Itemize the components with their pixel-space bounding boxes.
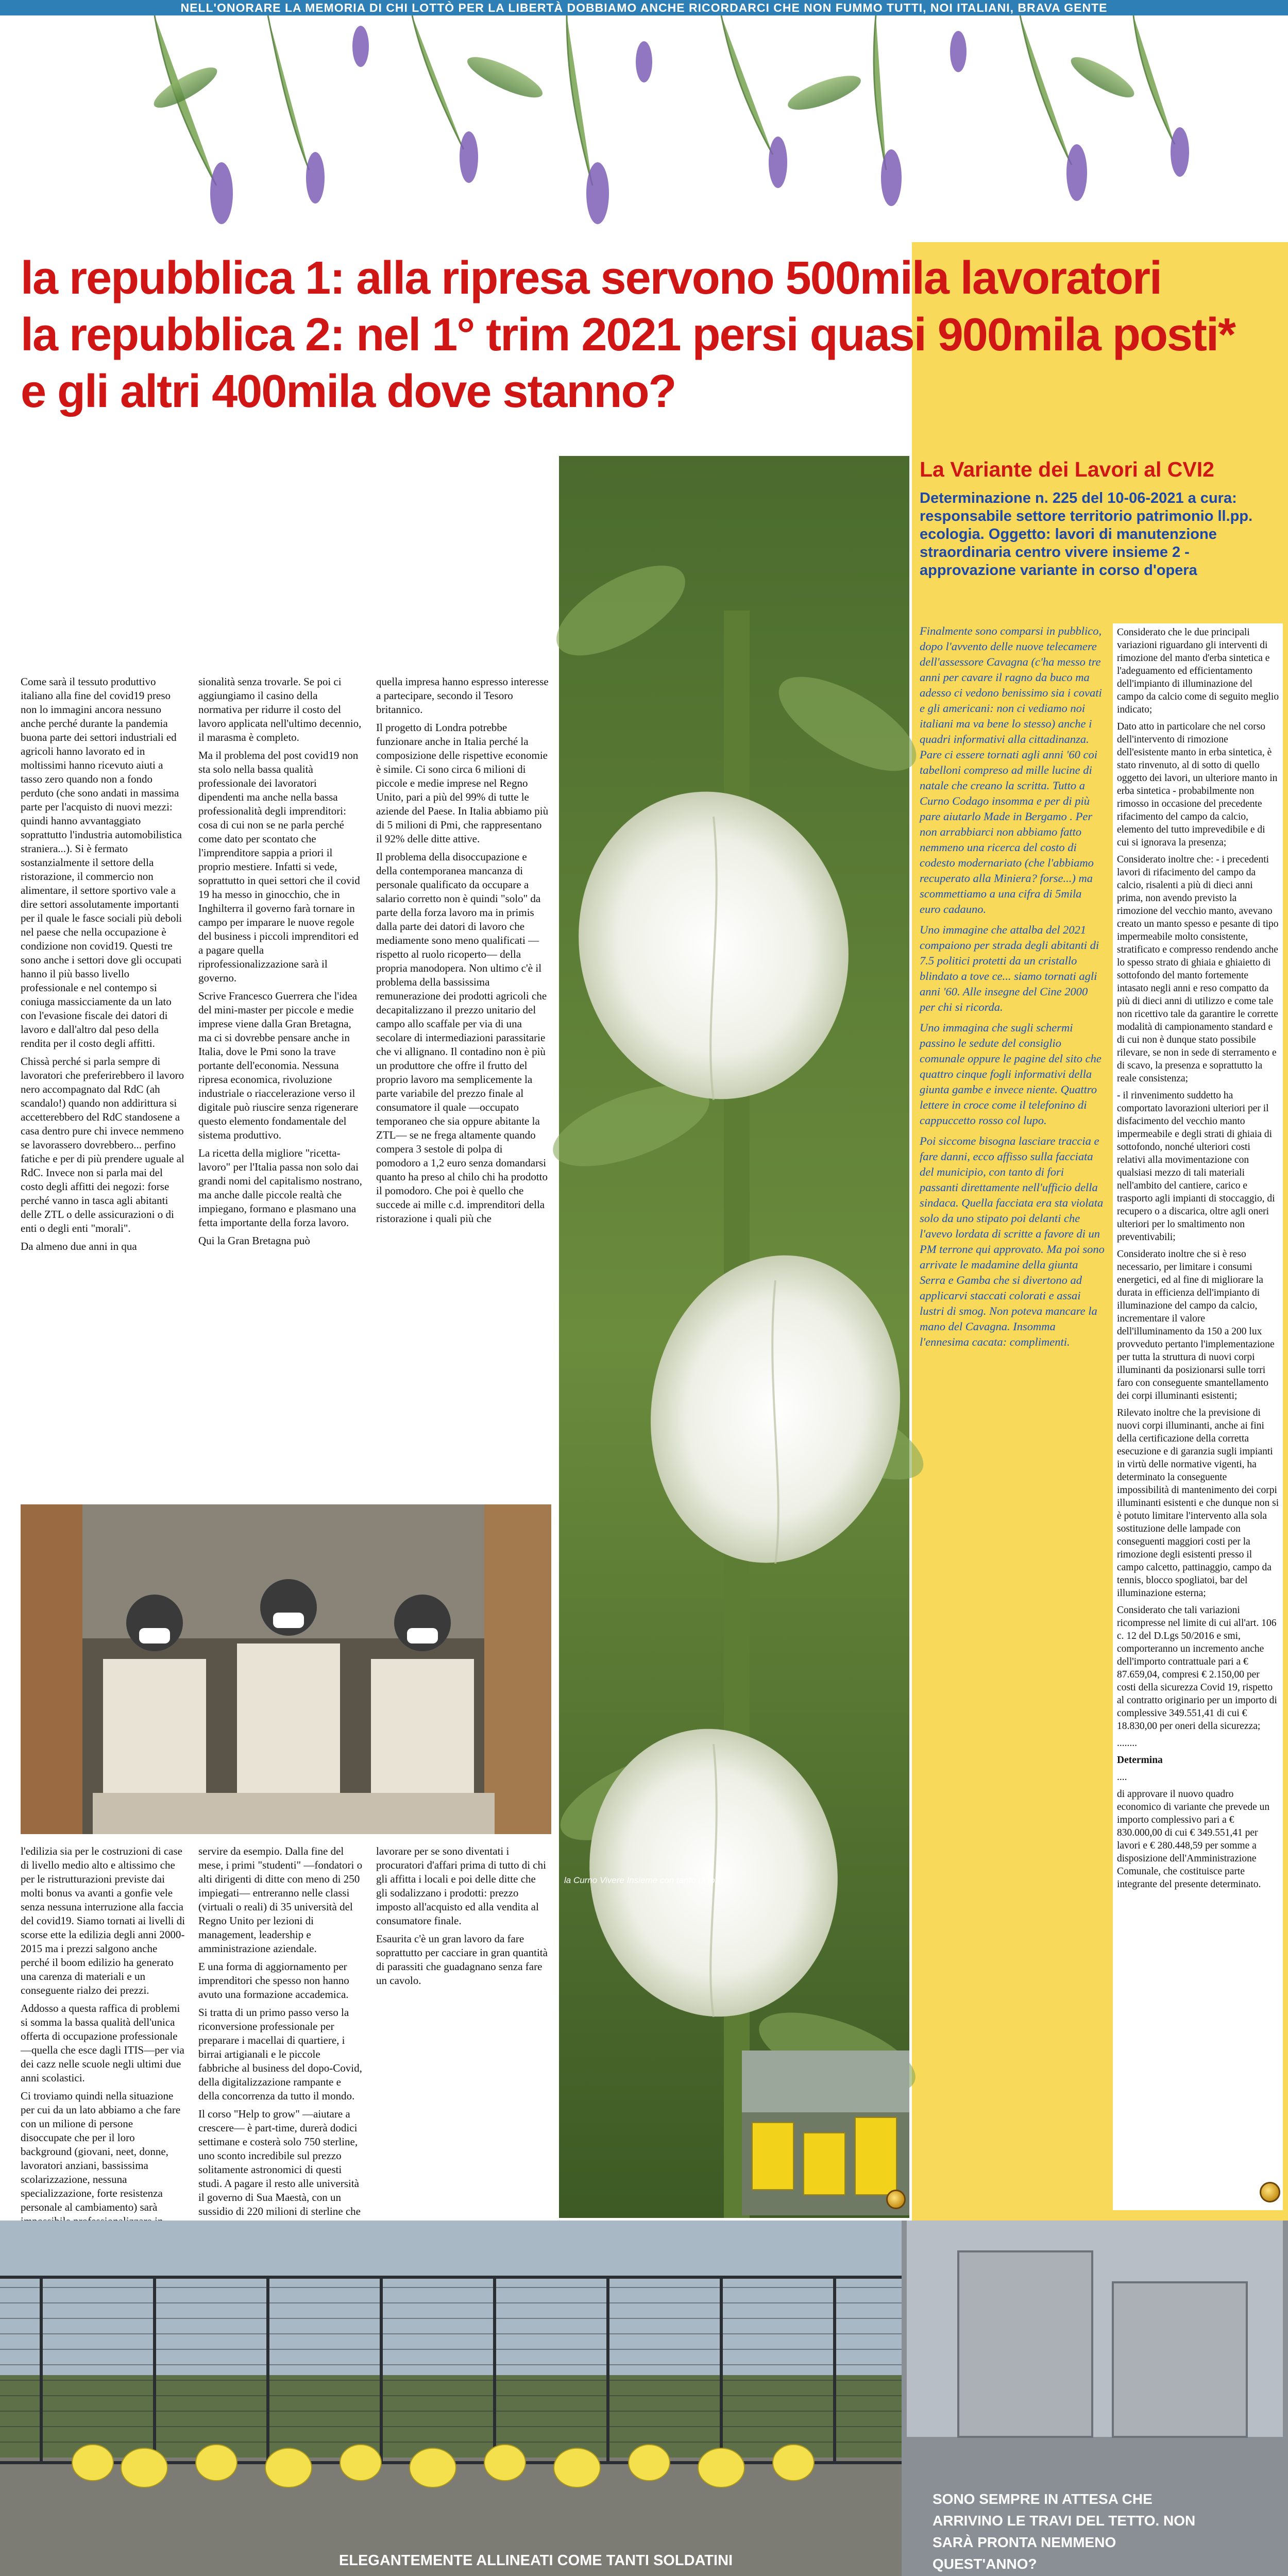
fence-caption: ELEGANTEMENTE ALLINEATI COME TANTI SOLDATINI bbox=[338, 2552, 733, 2569]
determination-paragraph: Dato atto in particolare che nel corso dell'intervento di rimozione dell'esistente manto in erba sintetica, è stato rinvenuto, al di sotto di quello oggetto dei lavori, un ulteriore manto in erba sintetica - probabilmente non rimosso in occasione del precedente rifacimento del campo da calcio, elemento del tutto imprevedibile e di cui si ignorava la presenza; bbox=[1117, 721, 1278, 848]
article-paragraph: Ma il problema del post covid19 non sta solo nella bassa qualità professionale dei lavoratori dipendenti ma anche nella bassa professionalità degli imprenditori: cosa di cui non se ne parla perché come dato per scontato che l'imprenditore sappia a priori il proprio mestiere. Infatti si vede, soprattutto in quei settori che il covid 19 ha messo in ginocchio, che in Inghilterra il governo farà tornare in campo per imparare le nuove regole del business i piccoli imprenditori ed a pagare quella riprofessionalizzazione sarà il governo. bbox=[198, 749, 360, 984]
building-yellow-panels-image bbox=[742, 2050, 909, 2215]
determination-paragraph: Considerato che le due principali variazioni riguardano gli interventi di rimozione del manto d'erba sintetica e l'adeguamento ed efficientamento dell'impianto di illuminazione del campo da calcio come di seguito meglio indicato; bbox=[1117, 627, 1279, 715]
article-column-1 bbox=[21, 675, 185, 1499]
article-paragraph: Da almeno due anni in qua bbox=[21, 1240, 137, 1252]
photo-caption: la Curno Vivere Insieme con tanto di fori bbox=[564, 1875, 720, 1885]
article-column-2 bbox=[198, 675, 363, 1499]
comment-paragraph: Uno immagina che sugli schermi passino le sedute del consiglio comunale oppure le pagine del sito che quattro cinque fogli informativi della giunta gambe e invece niente. Quattro lettere in croce come il telefonino di cappuccetto rosso col lupo. bbox=[920, 1021, 1101, 1127]
determination-heading: Determina bbox=[1117, 1755, 1163, 1766]
sidebar-right-column bbox=[1117, 626, 1279, 2172]
article-paragraph: Il progetto di Londra potrebbe funzionare anche in Italia perché la composizione delle rispettive economie è simile. Ci sono circa 6 milioni di piccole e medie imprese nel Regno Unito, pari a più del 99% di tutte le aziende del Paese. In Italia abbiamo più di 5 milioni di Pmi, che rappresentano il 92% delle ditte attive. bbox=[376, 721, 549, 845]
article-paragraph: Ci troviamo quindi nella situazione per cui da un lato abbiamo a che fare con un milione di persone disoccupate che per il loro background (giovani, neet, donne, lavoratori anziani, bassissima scolarizzazione, nessuna specializzazione, forte resistenza personale al cambiamento) sarà bbox=[21, 2090, 181, 2213]
determination-paragraph: - il rinvenimento suddetto ha comportato lavorazioni ulteriori per il disfacimento del vecchio manto impermeabile e degli strati di ghiaia di sottofondo, nonché ulteriori costi relativi alla movimentazione con qualsiasi mezzo di tali materiali nell'ambito del cantiere, carico e trasporto agli impianti di stoccaggio, di recupero o a discarica, oltre agli oneri ulteriori per lo smaltimento non preventivabili; bbox=[1117, 1090, 1275, 1243]
article-paragraph: sionalità senza trovarle. Se poi ci aggiungiamo il casino della normativa per ridurre il costo del lavoro applicata nell'ultimo decennio, il marasma è completo. bbox=[198, 675, 362, 743]
article-paragraph: lavorare per se sono diventati i procuratori d'affari prima di tutto di chi gli affitta i locali e poi delle ditte che gli sodalizzano i prodotti: prezzo imposto all'acquisto ed alla vendita al consumatore finale. bbox=[376, 1845, 546, 1927]
determination-paragraph: .... bbox=[1117, 1772, 1127, 1783]
article-paragraph: La ricetta della migliore "ricetta-lavoro" per l'Italia passa non solo dai grandi nomi del capitalismo nostrano, ma anche dalle piccole realtà che impiegano, formano e plasmano una fetta importante della forza lavoro. bbox=[198, 1147, 362, 1229]
headline-line-2: la repubblica 2: nel 1° trim 2021 persi quasi 900mila posti* bbox=[21, 309, 1235, 361]
article-paragraph: Esaurita c'è un gran lavoro da fare soprattutto per cacciare in gran quantità di parassiti che guadagnano senza fare un cavolo. bbox=[376, 1933, 548, 1987]
sidebar-comment bbox=[920, 623, 1105, 2200]
lavender-flowers-image bbox=[0, 15, 1288, 232]
article-column-6 bbox=[376, 1844, 549, 2215]
people-photo bbox=[21, 1504, 551, 1834]
determination-paragraph: Considerato che tali variazioni ricompresse nel limite di cui all'art. 106 c. 12 del D.Lgs 50/2016 e smi, comporteranno un incremento anche dell'importo contrattuale pari a € 87.659,04, compresi € 2.150,00 per costi della sicurezza Covid 19, rispetto al contratto originario per un importo di complessive 349.551,41 di cui € 18.830,00 per oneri della sicurezza; bbox=[1117, 1605, 1277, 1732]
article-column-5 bbox=[198, 1844, 363, 2215]
seal-icon bbox=[886, 2190, 906, 2209]
seal-icon bbox=[1260, 2182, 1280, 2202]
comment-paragraph: Finalmente sono comparsi in pubblico, dopo l'avvento delle nuove telecamere dell'assessore Cavagna (c'ha messo tre anni per cavare il ragno da buco ma adesso ci vedono benissimo sia i covati e gli americani: non ci vediamo noi italiani ma va bene lo stesso) anche i quadri informativi alla cittadinanza. Pare ci essere tornati agli anni '60 coi tabelloni compreso ad mille lucine di natale che creano la scritta. Tutto a Curno Codago insomma e per di più pare aiutarlo Made in Bergamo . Per non arrabbiarci non abbiamo fatto nemmeno una ricerca del costo di codesto modernariato (che l'abbiamo recuperato alla Miniera? forse...) ma scommettiamo a una cifra di 5mila euro cadauno. bbox=[920, 624, 1102, 916]
determination-paragraph: Considerato inoltre che: - i precedenti lavori di rifacimento del campo da calcio, risalenti a più di dieci anni prima, non avendo previsto la rimozione del vecchio manto, avevano creato un manto spesso e pesante di tipo impermeabile molto consistente, stratificato e compresso rendendo anche lo spesso strato di ghiaia e ghiaietto di sottofondo del manto fortemente intasato negli anni e reso compatto da più di dieci anni di utilizzo e come tale non ricettivo tale da garantire le corrette modalità di campionamento standard e di cui non è dunque stato possibile rilevare, se non in sede di sterramento e di scavo, la presenza e soprattutto la reale consistenza; bbox=[1117, 854, 1279, 1084]
main-headline bbox=[21, 250, 1278, 456]
article-paragraph: Chissà perché si parla sempre di lavoratori che preferirebbero il lavoro nero accompagnato dal RdC (ah scandalo!) quando non addirittura si accetterebbero del RdC standosene a casa dentro pure chi invece nemmeno se lavorassero dovrebbero... perfino fatiche e per di più prendere uguale al RdC. Invece non si parla mai del costo degli affitti dei negozi: forse perché vanno in tasca agli abitanti delle ZTL o delle assicurazioni o di enti o degli enti "morali". bbox=[21, 1055, 184, 1234]
article-column-3 bbox=[376, 675, 549, 1499]
comment-paragraph: Uno immagine che attalba del 2021 compaiono per strada degli abitanti di 7.5 politici protetti da un cristallo blindato a tove ce... siamo tornati agli anni '60. Alle insegne del Cine 2000 per chi si ricorda. bbox=[920, 923, 1099, 1013]
article-column-4 bbox=[21, 1844, 185, 2215]
plant-photo bbox=[559, 456, 909, 2218]
building-caption: SONO SEMPRE IN ATTESA CHE ARRIVINO LE TRAVI DEL TETTO. NON SARÀ PRONTA NEMMENO QUEST'ANNO? bbox=[933, 2491, 1196, 2572]
article-paragraph: l'edilizia sia per le costruzioni di case di livello medio alto e altissimo che per le ristrutturazioni previste dai molti bonus va avanti a gonfie vele senza nessuna interruzione alla faccia del covid19. Siamo tornati ai livelli di scorse ette la edilizia degli anni 2000-2015 ma i prezzi salgono anche perché il boom edilizio ha generato una carenza di materiali e un conseguente rialzo dei prezzi. bbox=[21, 1845, 185, 1996]
article-paragraph: Qui la Gran Bretagna può bbox=[198, 1234, 310, 1247]
article-paragraph: Come sarà il tessuto produttivo italiano alla fine del covid19 preso non lo immagini ancora nessuno anche perché durante la pandemia buona parte dei settori industriali ed agricoli hanno lavorato ed in moltissimi hanno ricevuto aiuti a tasso zero quando non a fondo perduto (che sono andati in massima parte per l'acquisto di nuovi mezzi: quindi hanno avvantaggiato soprattutto l'industria automobilistica straniera...). Si è fermato sostanzialmente il settore della ristorazione, il commercio non alimentare, il settore sportivo vale a dire settori assolutamente importanti per il quale le fasce sociali più deboli nel paese che nella occupazione è condizione non covid19. Questi tre sono anche i settori dove gli occupati hanno il più basso livello professionale e nel contempo si coniuga massicciamente da un lato con l'evasione fiscale dei datori di lavoro e dall'altro dal peso della rendita per il costo degli affitti. bbox=[21, 675, 182, 1049]
headline-line-1: la repubblica 1: alla ripresa servono 500mila lavoratori bbox=[21, 252, 1162, 304]
sidebar-title: La Variante dei Lavori al CVI2 bbox=[920, 457, 1214, 481]
determination-paragraph: ........ bbox=[1117, 1738, 1137, 1749]
determination-paragraph: Considerato inoltre che si è reso necessario, per limitare i consumi energetici, ed al fine di migliorare la durata in efficienza dell'impianto di illuminazione del campo da calcio, incrementare il valore dell'illuminamento da 150 a 200 lux provveduto pertanto l'implementazione per tutta la struttura di nuovi corpi illuminanti da posizionarsi sulle torri faro con conseguente smantellamento dei corpi illuminanti esistenti; bbox=[1117, 1249, 1275, 1401]
headline-line-3: e gli altri 400mila dove stanno? bbox=[21, 366, 676, 417]
article-paragraph: Il problema della disoccupazione e della contemporanea mancanza di personale qualificato da occupare a salario corretto non è quindi "solo" da parte della forza lavoro ma in primis dalla parte dei datori di lavoro che mediamente sono meno qualificati —rispetto al ruolo ricoperto— della propria manodopera. Non ultimo c'è il problema della bassissima remunerazione dei prodotti agricoli che decapitalizzano il prezzo unitario del campo allo scaffale per via di una secolare di intermediazioni parassitarie che vi allignano. Il contadino non è più un produttore che offre il frutto del proprio lavoro ma semplicemente la parte variabile del prezzo finale al consumatore il quale —occupato temporaneo che sia oppure abitante la ZTL— se ne frega altamente quando compera 3 sestole di polpa di pomodoro a 1,2 euro senza domandarsi quanto ha preso al chilo chi ha prodotto il pomodoro. Che poi è quello che succede ai mille c.d. imprenditori della ristorazione i quali più che bbox=[376, 851, 548, 1225]
article-paragraph: quella impresa hanno espresso interesse a partecipare, secondo il Tesoro britannico. bbox=[376, 675, 549, 716]
determination-paragraph: Rilevato inoltre che la previsione di nuovi corpi illuminanti, anche ai fini della certificazione della corretta esecuzione e di garanzia sugli impianti in virtù delle normative vigenti, ha determinato la conseguente impossibilità di mantenimento dei corpi illuminanti esistenti e che dunque non si è potuto limitare l'intervento alla sola sostituzione delle lampade con conseguenti maggiori costi per la rimozione degli esistenti presso il campo calcetto, pattinaggio, campo da tennis, blocco spogliatoi, bar del illuminazione esterna; bbox=[1117, 1408, 1279, 1599]
article-paragraph: Si tratta di un primo passo verso la riconversione professionale per preparare i macellai di quartiere, i birrai artigianali e le piccole fabbriche al business del dopo-Covid, della digitalizzazione rampante e della concorrenza da tutto il mondo. bbox=[198, 2006, 362, 2102]
banner-text: NELL'ONORARE LA MEMORIA DI CHI LOTTÒ PER LA LIBERTÀ DOBBIAMO ANCHE RICORDARCI CHE NON FUMMO TUTTI, NOI ITALIANI, BRAVA GENTE bbox=[180, 1, 1108, 14]
article-paragraph: servire da esempio. Dalla fine del mese, i primi "studenti" —fondatori o alti dirigenti di ditte con meno di 250 impiegati— entreranno nelle classi (virtuali o reali) di 35 università del Regno Unito per lezioni di management, leadership e amministrazione aziendale. bbox=[198, 1845, 363, 1955]
article-paragraph: E una forma di aggiornamento per imprenditori che spesso non hanno avuto una formazione accademica. bbox=[198, 1960, 349, 2001]
article-paragraph: Scrive Francesco Guerrera che l'idea del mini-master per piccole e medie imprese viene dalla Gran Bretagna, ma ci si dovrebbe pensare anche in Italia, dove le Pmi sono la trave portante dell'economia. Nessuna ripresa economica, rivoluzione industriale o riaccelerazione verso il digitale può riuscire senza rigenerare questo elemento fondamentale del sistema produttivo. bbox=[198, 990, 359, 1141]
article-paragraph: Il corso "Help to grow" —aiutare a crescere— è part-time, durerà dodici settimane e costerà solo 750 sterline, uno sconto incredibile sul prezzo solitamente astronomici di questi studi. A pagare il resto alle università il governo di Sua Maestà, con un sussidio di 220 milioni di sterline che bbox=[198, 2108, 361, 2217]
determination-paragraph: di approvare il nuovo quadro economico di variante che prevede un importo complessivo pari a € 830.000,00 di cui € 349.551,41 per lavori e € 280.448,59 per somme a disposizione dell'Amministrazione Comunale, che costituisce parte integrante del presente determinato. bbox=[1117, 1789, 1270, 1890]
article-paragraph: Addosso a questa raffica di problemi si somma la bassa qualità dell'unica offerta di occupazione professionale —quella che esce dagli ITIS—per via dei cazz nelle scuole negli ultimi due anni scolastici. bbox=[21, 2002, 184, 2084]
sidebar-subtitle: Determinazione n. 225 del 10-06-2021 a cura: responsabile settore territorio patrimonio ll.pp. ecologia. Oggetto: lavori di manutenzione straordinaria centro vivere insieme 2 - approvazione variante in corso d'opera bbox=[920, 490, 1253, 579]
comment-paragraph: Poi siccome bisogna lasciare traccia e fare danni, ecco affisso sulla facciata del municipio, con tanto di fori passanti direttamente nell'ufficio della sindaca. Quella facciata era sta violata solo da uno stipato poi delanti che l'avevo lordata di scritte a favore di un PM terrone qui approvato. Ma poi sono arrivate le madamine della giunta Serra e Gamba che si divertono ad applicarvi staccati colorati e assai lustri di smog. Non poteva mancare la mano del Cavagna. Insomma l'ennesima cacata: complimenti. bbox=[920, 1134, 1105, 1348]
